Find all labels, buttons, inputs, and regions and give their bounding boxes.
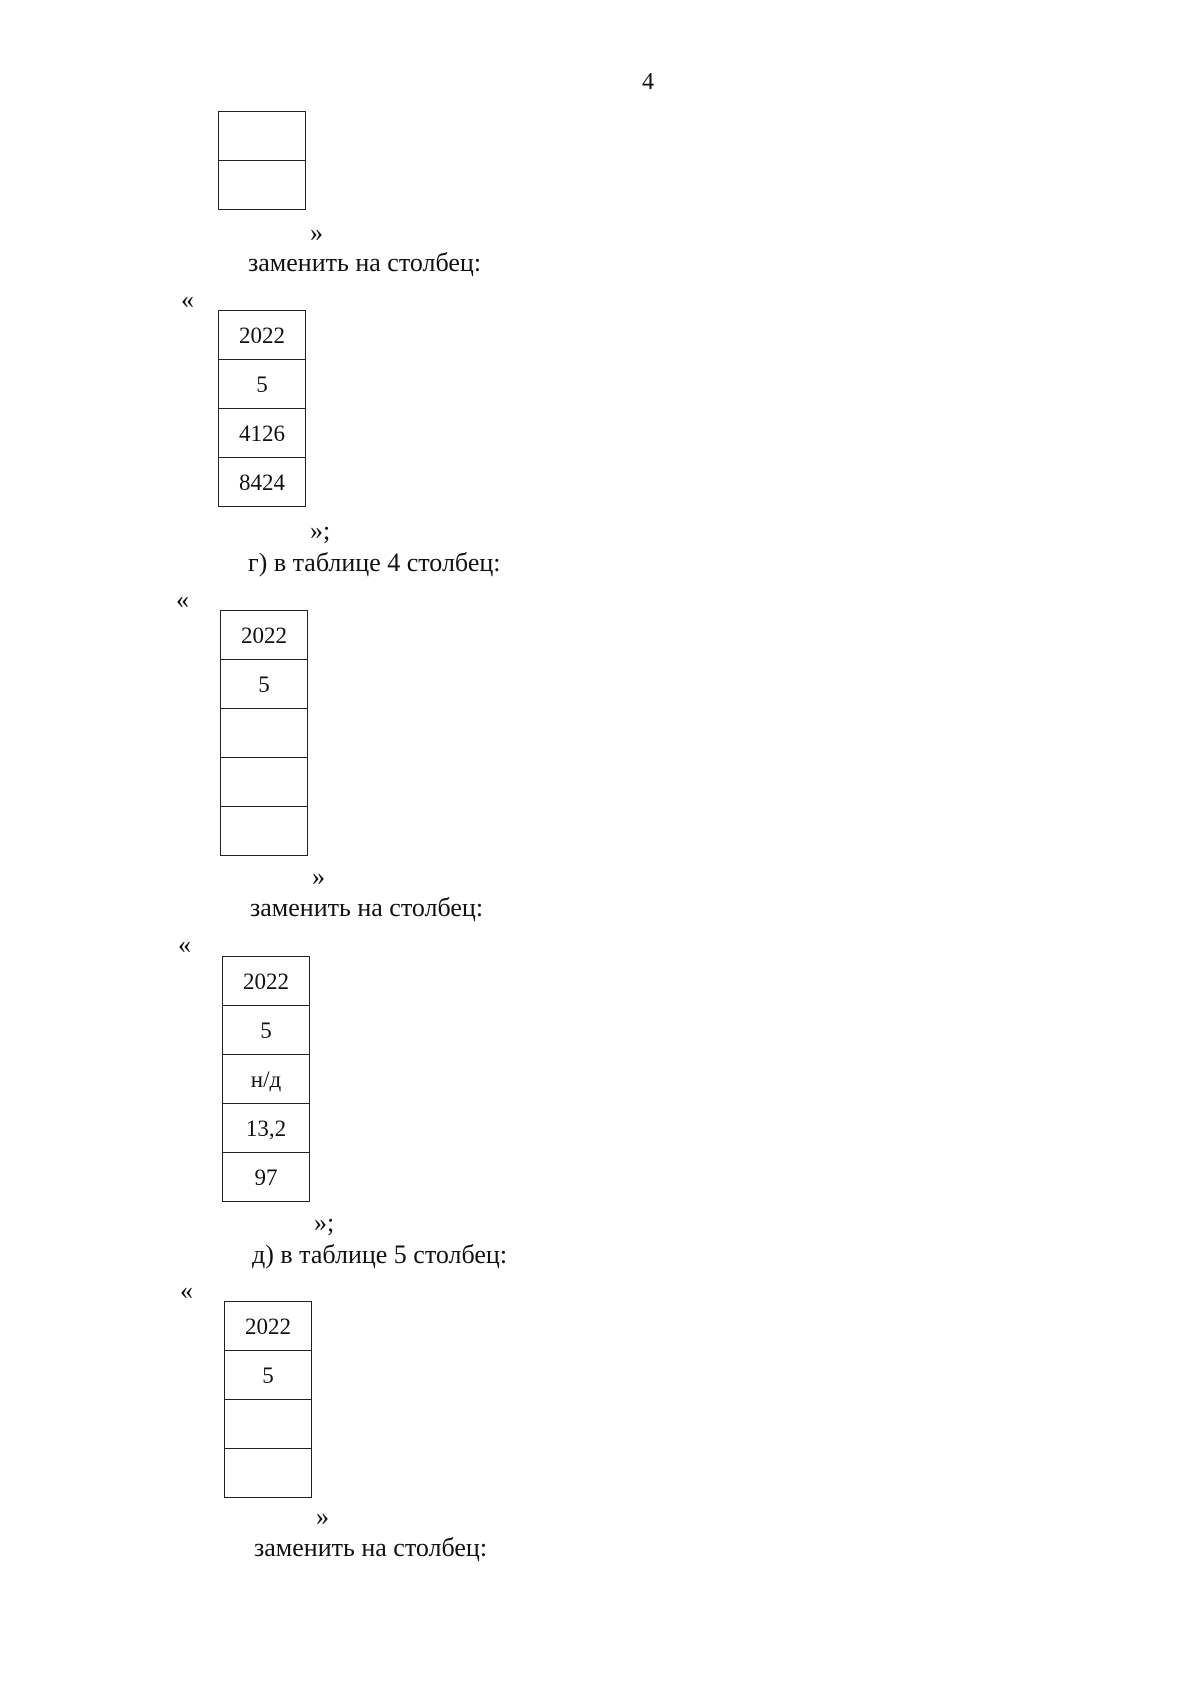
table-row [223,1006,310,1055]
table-cell [225,1449,312,1498]
table-row [225,1400,312,1449]
close-quote: »; [314,1208,335,1237]
table-cell: 5 [225,1351,312,1400]
table-row [219,360,306,409]
close-quote: »; [310,516,331,545]
table-column-0 [218,111,306,210]
caption-line: заменить на столбец: [254,1533,488,1562]
table-cell [219,161,306,210]
table-cell: 97 [223,1153,310,1202]
close-quote: » [316,1502,329,1531]
table-cell: 5 [219,360,306,409]
table-row [221,709,308,758]
table-row [225,1302,312,1351]
close-quote: » [312,862,325,891]
table-row [223,1104,310,1153]
table-row [221,807,308,856]
page-number: 4 [642,69,654,95]
table-column-3 [222,956,310,1202]
table-cell [221,758,308,807]
table-row [219,112,306,161]
table-row [225,1351,312,1400]
table-cell: 4126 [219,409,306,458]
table-row [221,660,308,709]
table-cell: 13,2 [223,1104,310,1153]
table-row [221,758,308,807]
caption-line: д) в таблице 5 столбец: [252,1240,508,1269]
table-cell: 2022 [221,611,308,660]
table-row [219,409,306,458]
open-quote: « [176,585,189,614]
table-column-1 [218,310,306,507]
table-cell: 2022 [219,311,306,360]
open-quote: « [181,285,194,314]
table-cell: 8424 [219,458,306,507]
table-row [225,1449,312,1498]
table-row [219,458,306,507]
close-quote: » [310,218,323,247]
table-cell [221,709,308,758]
caption-line: заменить на столбец: [250,893,484,922]
table-cell: 5 [221,660,308,709]
table-column-4 [224,1301,312,1498]
table-cell [225,1400,312,1449]
open-quote: « [178,930,191,959]
table-row [223,1153,310,1202]
table-row [221,611,308,660]
table-row [223,957,310,1006]
table-cell: 2022 [223,957,310,1006]
table-cell: 5 [223,1006,310,1055]
caption-line: заменить на столбец: [248,248,482,277]
table-cell [221,807,308,856]
table-row [219,161,306,210]
table-cell: н/д [223,1055,310,1104]
table-column-2 [220,610,308,856]
table-cell: 2022 [225,1302,312,1351]
table-row [223,1055,310,1104]
table-row [219,311,306,360]
table-cell [219,112,306,161]
caption-line: г) в таблице 4 столбец: [248,548,501,577]
open-quote: « [180,1276,193,1305]
